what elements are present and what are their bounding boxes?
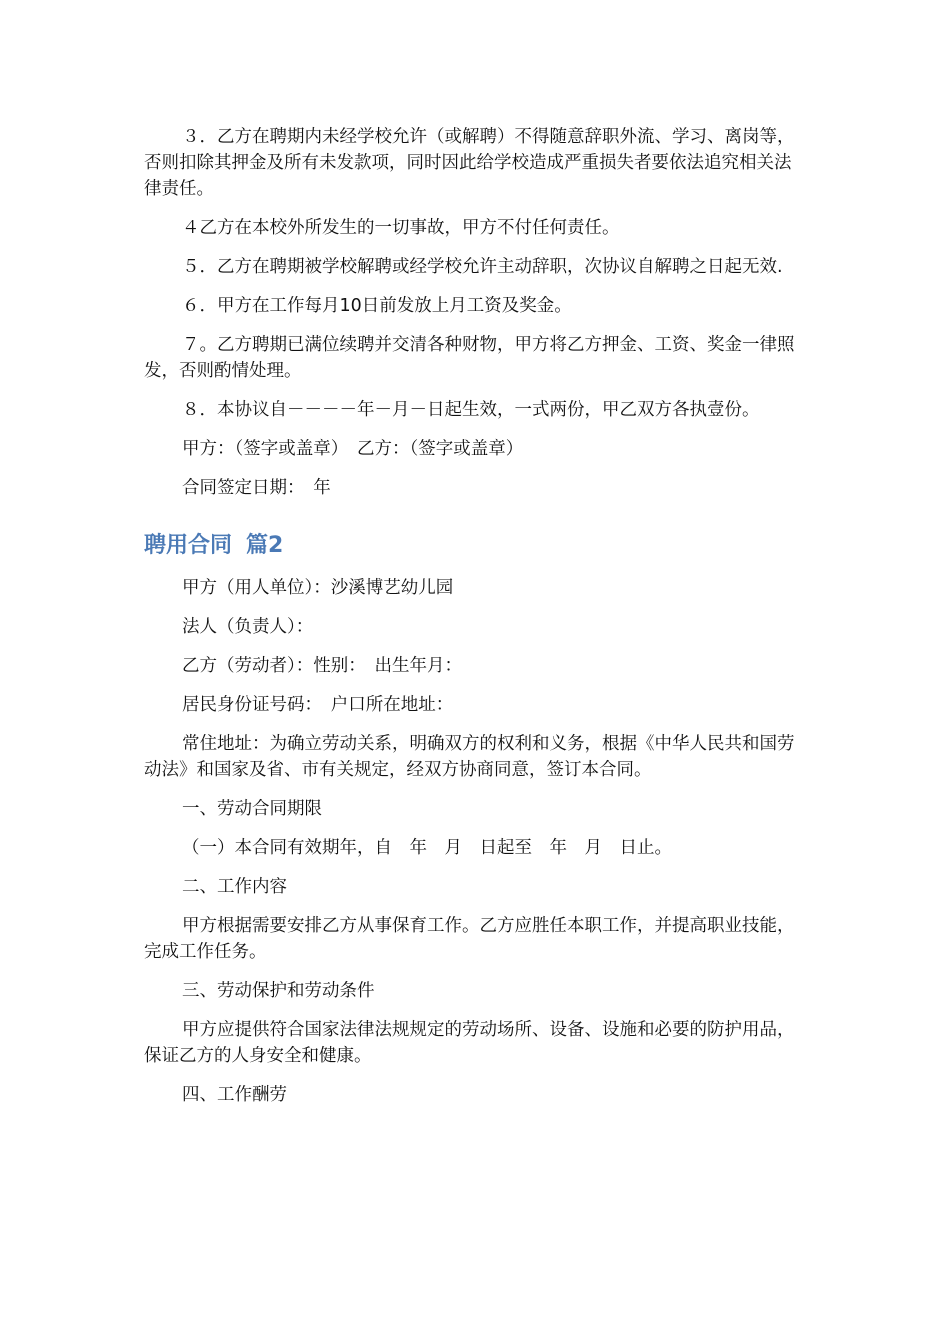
article-3-heading: 三、劳动保护和劳动条件: [182, 981, 375, 1001]
article-1-term: （一）本合同有效期年，自 年 月 日起至 年 月 日止。: [182, 838, 672, 858]
article-3-body: 甲方应提供符合国家法律法规规定的劳动场所、设备、设施和必要的防护用品，保证乙方的人身安全和健康。: [144, 1020, 795, 1066]
id-number-line: 居民身份证号码： 户口所在地址：: [182, 695, 454, 715]
employer-line: 甲方（用人单位）：沙溪博艺幼儿园: [182, 578, 454, 598]
clause-7: ７。乙方聘期已满位续聘并交清各种财物，甲方将乙方押金、工资、奖金一律照发，否则酌情处理。: [144, 335, 795, 381]
employee-line: 乙方（劳动者）：性别： 出生年月：: [182, 656, 462, 676]
article-4-heading: 四、工作酬劳: [182, 1085, 287, 1105]
address-preamble: 常住地址：为确立劳动关系，明确双方的权利和义务，根据《中华人民共和国劳动法》和国家及省、市有关规定，经双方协商同意，签订本合同。: [144, 734, 795, 780]
section-title: 聘用合同: [144, 533, 233, 558]
section-part-label: 篇2: [246, 533, 284, 558]
signature-line: 甲方：（签字或盖章） 乙方：（签字或盖章）: [182, 439, 524, 459]
clause-3: ３．乙方在聘期内未经学校允许（或解聘）不得随意辞职外流、学习、离岗等，否则扣除其押金及所有未发款项，同时因此给学校造成严重损失者要依法追究相关法律责任。: [144, 127, 795, 199]
article-2-body: 甲方根据需要安排乙方从事保育工作。乙方应胜任本职工作，并提高职业技能，完成工作任务。: [144, 916, 795, 962]
clause-6: ６．甲方在工作每月10日前发放上月工资及奖金。: [182, 296, 572, 316]
clause-8: ８．本协议自－－－－年－月－日起生效，一式两份，甲乙双方各执壹份。: [182, 400, 760, 420]
clause-4: ４乙方在本校外所发生的一切事故，甲方不付任何责任。: [182, 218, 620, 238]
signing-date: 合同签定日期： 年: [182, 478, 331, 498]
article-1-heading: 一、劳动合同期限: [182, 799, 322, 819]
article-2-heading: 二、工作内容: [182, 877, 287, 897]
document-body: [144, 124, 796, 1121]
legal-rep-line: 法人（负责人）：: [182, 617, 314, 637]
clause-5: ５．乙方在聘期被学校解聘或经学校允许主动辞职，次协议自解聘之日起无效.: [182, 257, 783, 277]
section-heading: [144, 531, 796, 561]
